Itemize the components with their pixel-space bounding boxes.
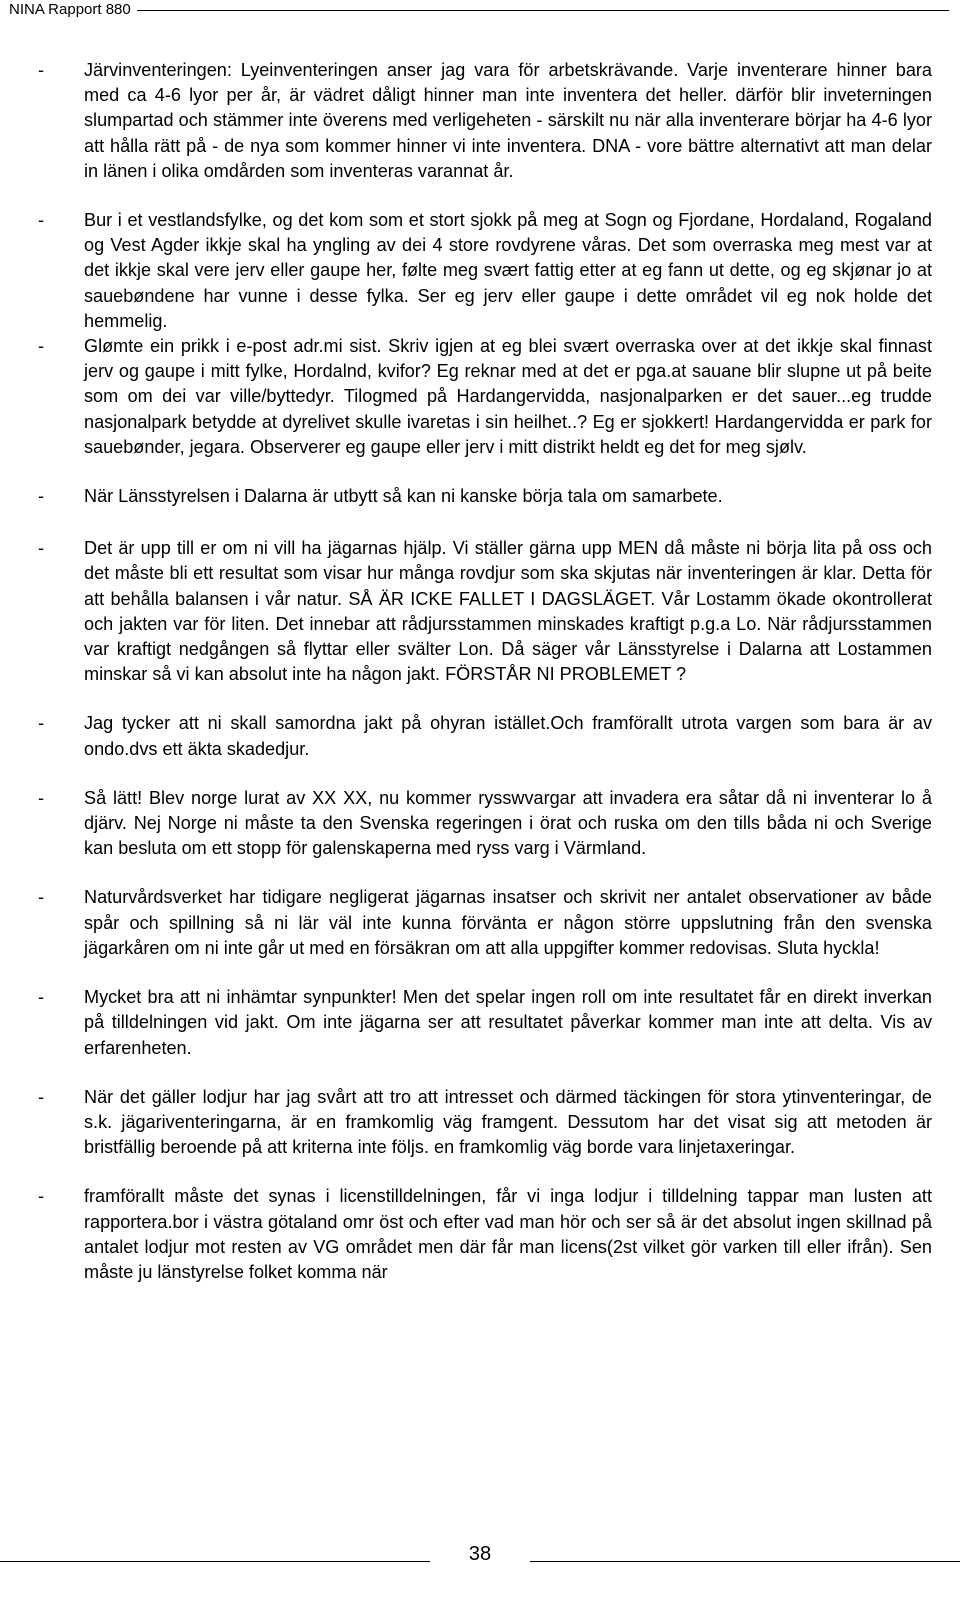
footer-rule-right — [530, 1561, 960, 1562]
bullet-dash: - — [38, 713, 45, 734]
comment-text: När Länsstyrelsen i Dalarna är utbytt så kan ni kanske börja tala om samarbete. — [84, 486, 723, 507]
comment-text: När det gäller lodjur har jag svårt att tro att intresset och därmed täckingen för stora ytinventeringar, de s.k. jägariventeringarna, är en framkomlig väg framgent. Dessutom har det visat sig att metoden är bristfällig beroende på att kriterna inte följs. en framkomlig väg borde vara linjetaxeringar. — [84, 1086, 932, 1158]
page-number: 38 — [468, 1543, 492, 1565]
comment-list — [38, 58, 932, 1285]
comment-item — [38, 536, 932, 687]
comment-item — [38, 484, 932, 509]
report-label: NINA Rapport 880 — [9, 1, 137, 19]
bullet-dash: - — [38, 486, 45, 507]
comment-text: Jag tycker att ni skall samordna jakt på ohyran istället.Och framförallt utrota vargen som bara är av ondo.dvs ett äkta skadedjur. — [84, 713, 932, 759]
comment-item — [38, 711, 932, 761]
comment-text: Det är upp till er om ni vill ha jägarnas hjälp. Vi ställer gärna upp MEN då måste ni börja lita på oss och det måste bli ett resultat som visar hur många rovdjur som ska skjutas när inventeringen är klar. Detta för att behålla balansen i vår natur. SÅ ÄR ICKE FALLET I DAGSLÄGET. Vår Lostamm ökade okontrollerat och jakten var för liten. Det innebar att rådjursstammen minskades kraftigt p.g.a Lo. När rådjursstammen var kraftigt nedgången så flyttar eller svälter Lon. Då säger vår Länsstyrelse i Dalarna att Lostammen minskar så vi kan absolut inte ha någon jakt. FÖRSTÅR NI PROBLEMET ? — [84, 538, 932, 685]
bullet-dash: - — [38, 1086, 45, 1107]
comment-text: Naturvårdsverket har tidigare negligerat jägarnas insatser och skrivit ner antalet observationer av både spår och spillning så ni lär väl inte kunna förvänta er någon större uppslutning från den svenska jägarkåren om ni inte går ut med en försäkran om att alla uppgifter kommer redovisas. Sluta hyckla! — [84, 887, 932, 958]
comment-text: Så lätt! Blev norge lurat av XX XX, nu kommer rysswvargar att invadera era såtar då ni inventerar lo å djärv. Nej Norge ni måste ta den Svenska regeringen i örat och ruska om den tills båda ni och Sverige kan besluta om ett stopp för galenskaperna med ryss varg i Värmland. — [84, 787, 932, 859]
page-footer — [0, 1540, 960, 1580]
header-rule — [9, 10, 949, 11]
comment-item — [38, 208, 932, 334]
bullet-dash: - — [38, 787, 45, 808]
page-header — [9, 0, 949, 22]
bullet-dash: - — [38, 987, 45, 1008]
comment-item — [38, 1184, 932, 1285]
bullet-dash: - — [38, 538, 45, 559]
bullet-dash: - — [38, 336, 45, 357]
comment-item — [38, 334, 932, 460]
comment-text: Mycket bra att ni inhämtar synpunkter! Men det spelar ingen roll om inte resultatet får en direkt inverkan på tilldelningen vid jakt. Om inte jägarna ser att resultatet påverkar kommer man inte att delta. Vis av erfarenheten. — [84, 987, 932, 1058]
bullet-dash: - — [38, 1186, 45, 1207]
comment-item — [38, 1085, 932, 1161]
comment-text: framförallt måste det synas i licenstilldelningen, får vi inga lodjur i tilldelning tappar man lusten att rapportera.bor i västra götaland omr öst och efter vad man hör och ser så är det absolut ingen skillnad på antalet lodjur mot resten av VG området men där får man licens(2st vilket gör varken till eller ifrån). Sen måste ju länstyrelse folket komma när — [84, 1186, 932, 1282]
comment-text: Bur i et vestlandsfylke, og det kom som et stort sjokk på meg at Sogn og Fjordane, Hordaland, Rogaland og Vest Agder ikkje skal ha yngling av dei 4 store rovdyrene våras. Det som overraska meg mest var at det ikkje skal vere jerv eller gaupe her, følte meg svært fattig etter at eg fann ut dette, og eg skjønar jo at sauebøndene har vunne i desse fylka. Ser eg jerv eller gaupe i dette området vil eg nok holde det hemmelig. — [84, 210, 932, 331]
comment-item — [38, 985, 932, 1061]
comment-text: Glømte ein prikk i e-post adr.mi sist. Skriv igjen at eg blei svært overraska over at det ikkje skal finnast jerv og gaupe i mitt fylke, Hordalnd, kvifor? Eg reknar med at det er pga.at sauane blir slupne ut på beite som om dei var ville/byttedyr. Tilogmed på Hardangervidda, nasjonalparken er det sauer...eg trudde nasjonalpark betydde at dyrelivet skulle ivaretas i sin heilhet..? Eg er sjokkert! Hardangervidda er park for sauebønder, jegara. Observerer eg gaupe eller jerv i mitt distrikt heldt eg det for meg sjølv. — [84, 336, 932, 457]
bullet-dash: - — [38, 210, 45, 231]
footer-rule-left — [0, 1561, 430, 1562]
comment-item — [38, 58, 932, 184]
comment-text: Järvinventeringen: Lyeinventeringen anser jag vara för arbetskrävande. Varje inventerare hinner bara med ca 4-6 lyor per år, är vädret dåligt hinner man inte inventera det heller. därför blir inveterningen slumpartad och stämmer inte överens med verligeheten - särskilt nu när alla inventerare börjar ha 4-6 lyor att hålla rätt på - de nya som kommer hinner vi inte inventera. DNA - vore bättre alternativt att man delar in länen i olika omdården som inventeras varannat år. — [84, 60, 932, 181]
bullet-dash: - — [38, 887, 45, 908]
comment-item — [38, 786, 932, 862]
comment-item — [38, 885, 932, 961]
bullet-dash: - — [38, 60, 45, 80]
